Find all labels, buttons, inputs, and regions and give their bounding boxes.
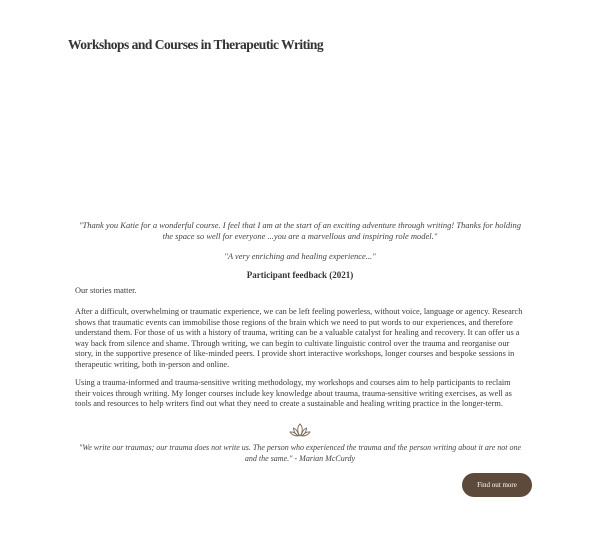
feedback-heading: Participant feedback (2021) xyxy=(246,270,354,280)
body-paragraph-methodology: Using a trauma-informed and trauma-sensitive writing methodology, my workshops and courses aim to help participants to reclaim their voices through writing. My longer courses include key knowledge about trauma, trauma-sensitive writing exercises, as well as tools and resources to help writers find out what they need to create a sustainable and healing writing practice in the longer-term. xyxy=(75,378,512,409)
testimonial-quote-1: "Thank you Katie for a wonderful course. I feel that I am at the start of an exciting adventure through writing! Thanks for holding the space so well for everyone ...you are a marvellous and inspiring role model." xyxy=(78,220,522,241)
closing-quote: "We write our traumas; our trauma does not write us. The person who experienced the trauma and the person writing about it are not one and the same." - Marian McCurdy xyxy=(78,443,522,463)
body-paragraph-stories: Our stories matter. xyxy=(75,286,137,295)
testimonial-quote-2: "A very enriching and healing experience..." xyxy=(224,251,376,261)
find-out-more-button[interactable]: Find out more xyxy=(462,473,532,497)
page-title: Workshops and Courses in Therapeutic Writing xyxy=(68,37,324,52)
body-paragraph-trauma: After a difficult, overwhelming or traumatic experience, we can be left feeling powerless, without voice, language or agency. Research shows that traumatic events can immobilise those regions of the brain which we need to put words to our experiences, and therefore understand them. For those of us with a history of trauma, writing can be a valuable catalyst for healing and recovery. It can offer us a way back from silence and shame. Through writing, we can begin to cultivate linguistic control over the trauma and reorganise our story, in the supportive presence of like-minded peers. I provide short interactive workshops, longer courses and bespoke sessions in therapeutic writing, both in-person and online. xyxy=(75,307,523,369)
lotus-icon xyxy=(289,423,311,437)
